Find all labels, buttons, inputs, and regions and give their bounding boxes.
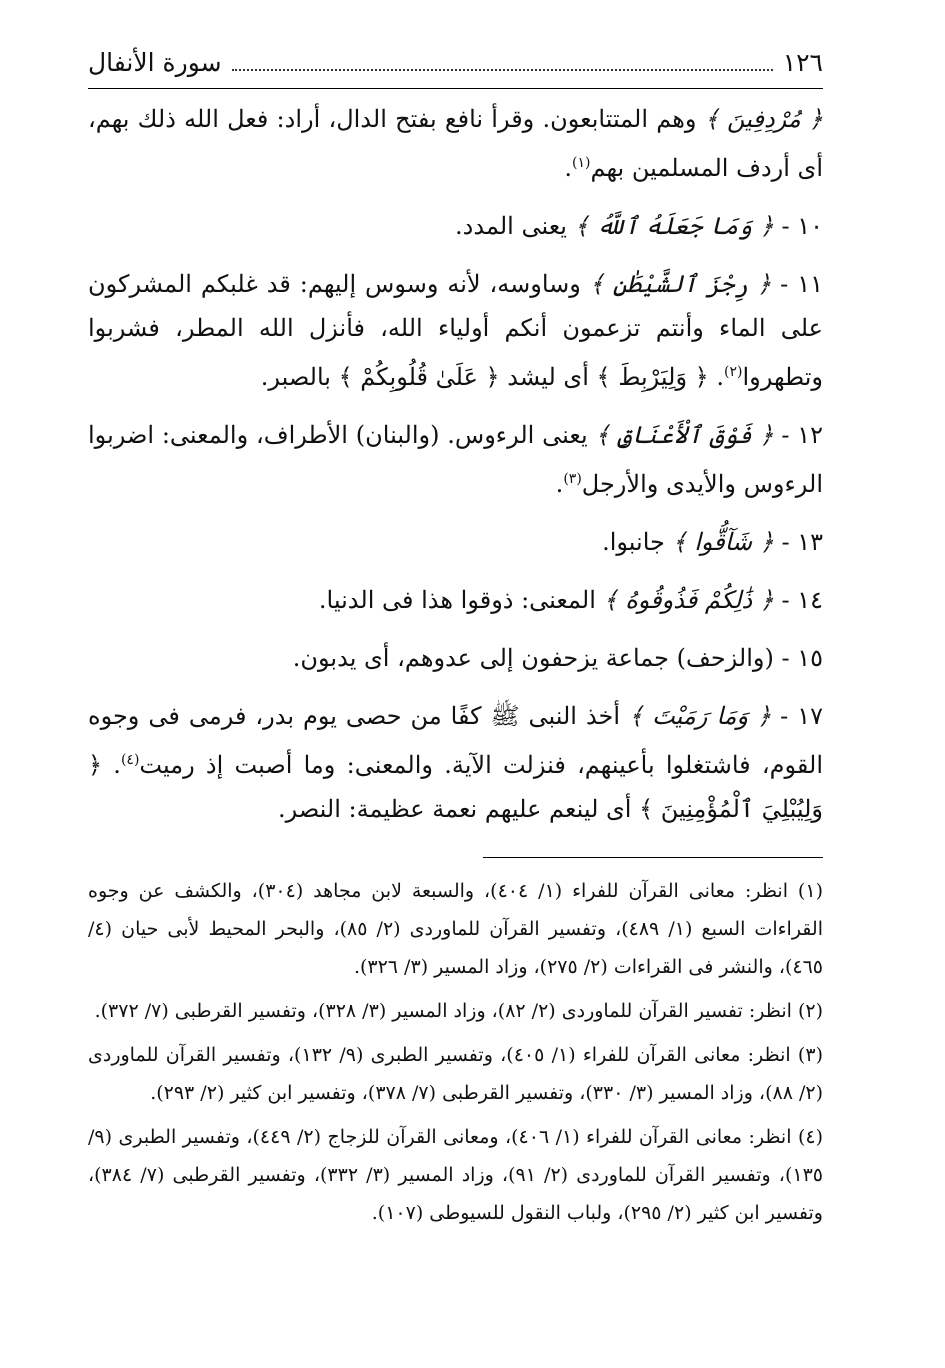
verse-number: ١٠ - xyxy=(773,212,823,240)
footnote-ref: (١) xyxy=(572,155,591,171)
quran-quote: ﴿ وَمَا جَعَلَهُ ٱللَّهُ ﴾ xyxy=(574,212,774,240)
verse-number: ١٢ - xyxy=(773,421,824,449)
paragraph xyxy=(88,520,823,564)
footnote-ref: (٢) xyxy=(724,364,743,380)
verse-number: ١١ - xyxy=(771,270,823,298)
page-header xyxy=(88,48,823,89)
paragraph xyxy=(88,413,823,506)
main-text xyxy=(88,97,823,831)
footnote: (٤) انظر: معانى القرآن للفراء (١/ ٤٠٦)، ومعانى القرآن للزجاج (٢/ ٤٤٩)، وتفسير الطبرى (٩/ ١٣٥)، وتفسير القرآن للماوردى (٢/ ٩١)، وزاد المسير (٣/ ٣٣٢)، وتفسير القرطبى (٧/ ٣٨٤)، وتفسير ابن كثير (٢/ ٢٩٥)، ولباب النقول للسيوطى (١٠٧). xyxy=(88,1126,823,1224)
footnote-ref: (٣) xyxy=(563,471,582,487)
paragraph-text: جانبوا. xyxy=(602,528,673,556)
footnote-ref: (٤) xyxy=(120,752,140,768)
paragraph xyxy=(88,636,823,680)
book-page xyxy=(88,48,823,1238)
quran-quote: ﴿ شَآقُّوا ﴾ xyxy=(672,528,774,556)
header-dot-leader xyxy=(232,69,773,71)
paragraph-text: يعنى الرءوس. (والبنان) الأطراف، والمعنى: اضربوا الرءوس والأيدى والأرجل xyxy=(88,421,823,498)
verse-number: ١٤ - xyxy=(773,586,823,614)
footnote-separator xyxy=(483,857,823,858)
verse-number: ١٧ - xyxy=(771,702,823,730)
paragraph-text: وساوسه، لأنه وسوس إليهم: قد غلبكم المشركون على الماء وأنتم تزعمون أنكم أولياء الله، فأنزل الله المطر، فشربوا وتطهروا xyxy=(88,270,823,391)
paragraph-text: المعنى: ذوقوا هذا فى الدنيا. xyxy=(318,586,604,614)
quran-quote: ﴿ ذَٰلِكُمْ فَذُوقُوهُ ﴾ xyxy=(603,586,774,614)
paragraph-tail: . ﴿ وَلِيَرْبِطَ ﴾ أى ليشد ﴿ عَلَىٰ قُلُوبِكُمْ ﴾ بالصبر. xyxy=(260,363,724,391)
footnote: (٣) انظر: معانى القرآن للفراء (١/ ٤٠٥)، وتفسير الطبرى (٩/ ١٣٢)، وتفسير القرآن للماوردى (٢/ ٨٨)، وزاد المسير (٣/ ٣٣٠)، وتفسير القرطبى (٧/ ٣٧٨)، وتفسير ابن كثير (٢/ ٢٩٣). xyxy=(88,1044,823,1104)
paragraph xyxy=(88,204,823,248)
paragraph xyxy=(88,694,823,831)
verse-number: ١٣ - xyxy=(773,528,823,556)
footnote: (١) انظر: معانى القرآن للفراء (١/ ٤٠٤)، والسبعة لابن مجاهد (٣٠٤)، والكشف عن وجوه القراءات السبع (١/ ٤٨٩)، وتفسير القرآن للماوردى (٢/ ٨٥)، والبحر المحيط لأبى حيان (٤/ ٤٦٥)، والنشر فى القراءات (٢/ ٢٧٥)، وزاد المسير (٣/ ٣٢٦). xyxy=(88,880,823,978)
paragraph-tail: . xyxy=(555,470,564,498)
footnote: (٢) انظر: تفسير القرآن للماوردى (٢/ ٨٢)، وزاد المسير (٣/ ٣٢٨)، وتفسير القرطبى (٧/ ٣٧٢). xyxy=(94,1000,823,1022)
surah-title: سورة الأنفال xyxy=(88,48,222,77)
paragraph-text: (والزحف) جماعة يزحفون إلى عدوهم، أى يدبون. xyxy=(292,644,774,672)
verse-number: ١٥ - xyxy=(773,644,823,672)
page-number: ١٢٦ xyxy=(782,48,823,77)
paragraph-tail: . ﴿ وَلِيُبْلِيَ ٱلْمُؤْمِنِينَ ﴾ أى لينعم عليهم نعمة عظيمة: النصر. xyxy=(88,751,823,823)
paragraph-text: يعنى المدد. xyxy=(455,212,575,240)
paragraph xyxy=(88,97,823,190)
quran-quote: ﴿ رِجْزَ ٱلشَّيْطَٰنِ ﴾ xyxy=(589,270,772,298)
quran-quote: ﴿ وَمَا رَمَيْتَ ﴾ xyxy=(629,702,772,730)
paragraph-text: وهم المتتابعون. وقرأ نافع بفتح الدال، أراد: فعل الله ذلك بهم، أى أردف المسلمين بهم xyxy=(88,105,823,182)
quran-quote: ﴿ مُرْدِفِينَ ﴾ xyxy=(704,105,823,133)
paragraph xyxy=(88,262,823,399)
footnotes xyxy=(88,872,823,1232)
quran-quote: ﴿ فَوْقَ ٱلْأَعْنَاقِ ﴾ xyxy=(595,421,774,449)
paragraph xyxy=(88,578,823,622)
paragraph-tail: . xyxy=(564,154,573,182)
paragraph-text: أخذ النبى ﷺ كفًا من حصى يوم بدر، فرمى فى وجوه القوم، فاشتغلوا بأعينهم، فنزلت الآية. والمعنى: وما أصبت إذ رميت xyxy=(88,702,823,779)
